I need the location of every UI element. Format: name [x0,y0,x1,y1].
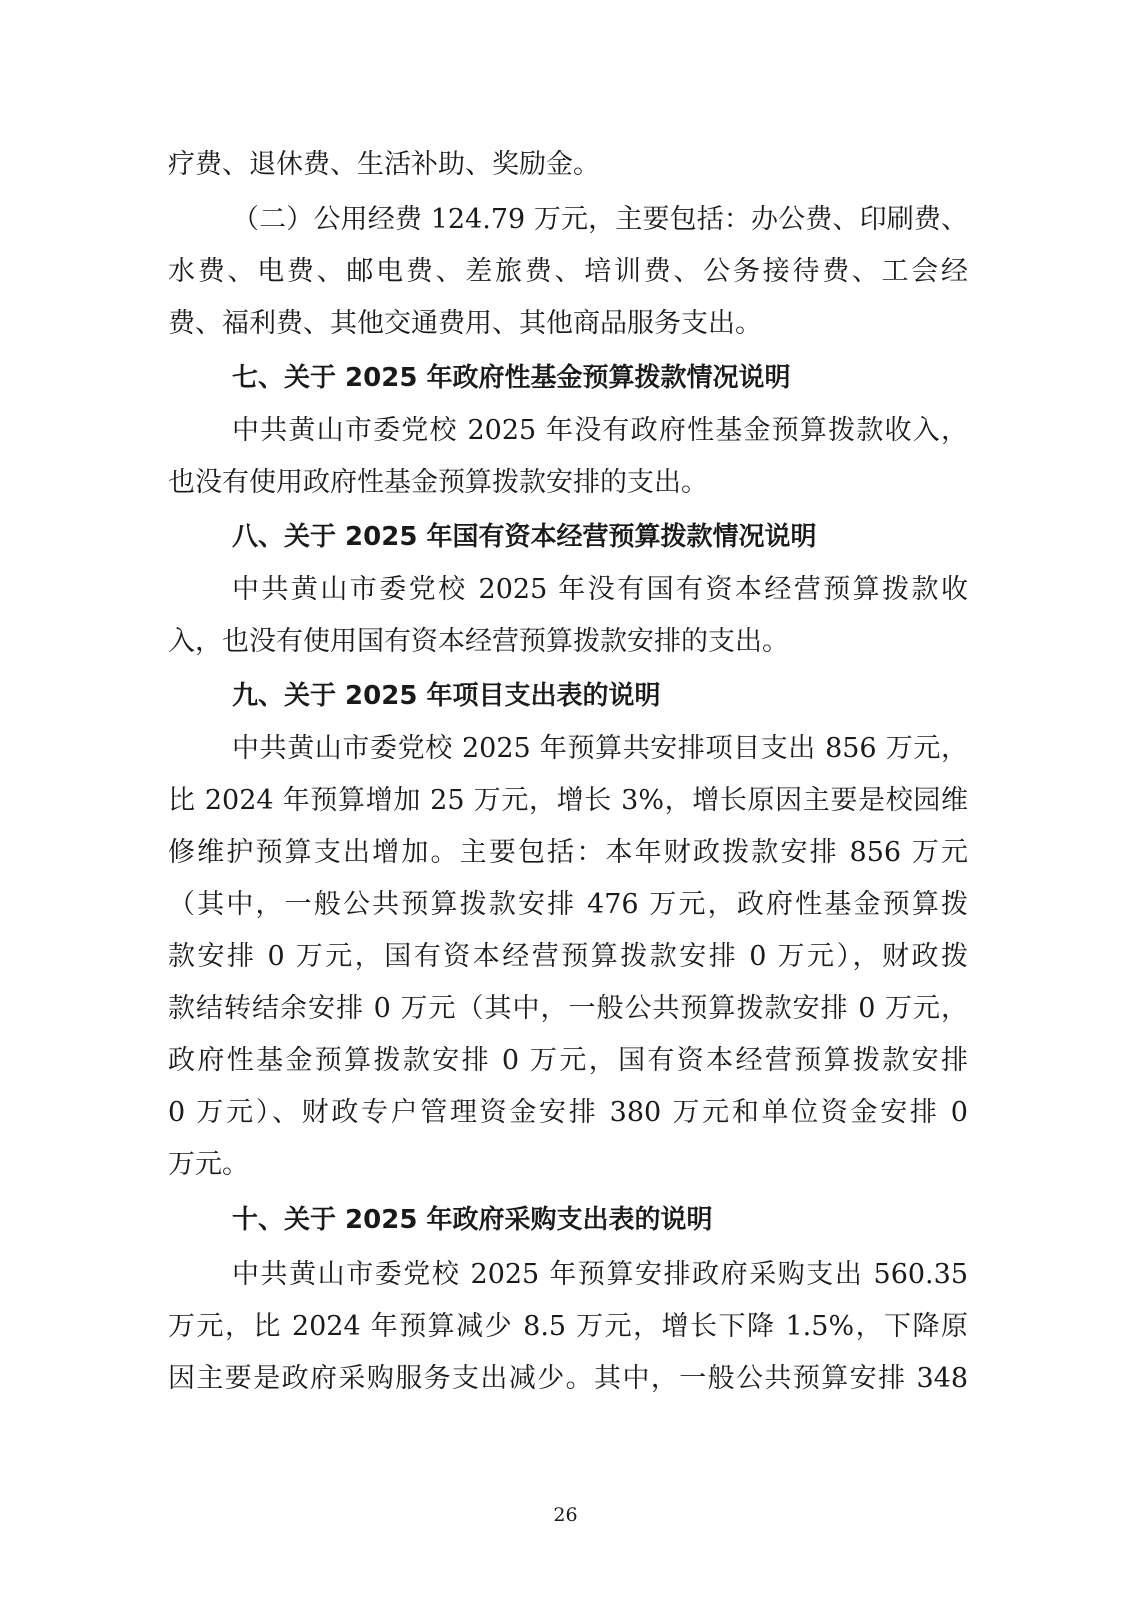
section-heading: 八、关于 2025 年国有资本经营预算拨款情况说明 [232,522,817,552]
paragraph-line: 中共黄山市委党校 2025 年预算共安排项目支出 856 万元， [232,733,968,764]
paragraph-line: 也没有使用政府性基金预算拨款安排的支出。 [168,467,708,498]
paragraph-line: 款结转结余安排 0 万元（其中，一般公共预算拨款安排 0 万元， [168,993,968,1024]
paragraph-line: 中共黄山市委党校 2025 年预算安排政府采购支出 560.35 [232,1259,968,1290]
section-heading: 七、关于 2025 年政府性基金预算拨款情况说明 [232,363,791,393]
paragraph-line: 费、福利费、其他交通费用、其他商品服务支出。 [168,308,762,339]
paragraph-line: 水费、电费、邮电费、差旅费、培训费、公务接待费、工会经 [168,256,968,287]
page-number: 26 [553,1504,578,1526]
paragraph-line: 中共黄山市委党校 2025 年没有国有资本经营预算拨款收 [232,574,968,605]
paragraph-line: 万元，比 2024 年预算减少 8.5 万元，增长下降 1.5%，下降原 [168,1311,968,1342]
paragraph-line: 修维护预算支出增加。主要包括：本年财政拨款安排 856 万元 [168,837,968,868]
section-heading: 九、关于 2025 年项目支出表的说明 [232,681,661,711]
paragraph-line: 政府性基金预算拨款安排 0 万元，国有资本经营预算拨款安排 [168,1045,968,1076]
paragraph-line: 0 万元）、财政专户管理资金安排 380 万元和单位资金安排 0 [168,1097,968,1128]
paragraph-line: 万元。 [168,1149,249,1180]
paragraph-line: （二）公用经费 124.79 万元，主要包括：办公费、印刷费、 [232,204,968,235]
paragraph-line: （其中，一般公共预算拨款安排 476 万元，政府性基金预算拨 [168,889,968,920]
paragraph-line: 入，也没有使用国有资本经营预算拨款安排的支出。 [168,626,789,657]
section-heading: 十、关于 2025 年政府采购支出表的说明 [232,1205,713,1235]
paragraph-line: 疗费、退休费、生活补助、奖励金。 [168,149,600,180]
paragraph-line: 比 2024 年预算增加 25 万元，增长 3%，增长原因主要是校园维 [168,785,968,816]
paragraph-line: 中共黄山市委党校 2025 年没有政府性基金预算拨款收入， [232,415,968,446]
paragraph-line: 因主要是政府采购服务支出减少。其中，一般公共预算安排 348 [168,1363,968,1394]
paragraph-line: 款安排 0 万元，国有资本经营预算拨款安排 0 万元），财政拨 [168,941,968,972]
